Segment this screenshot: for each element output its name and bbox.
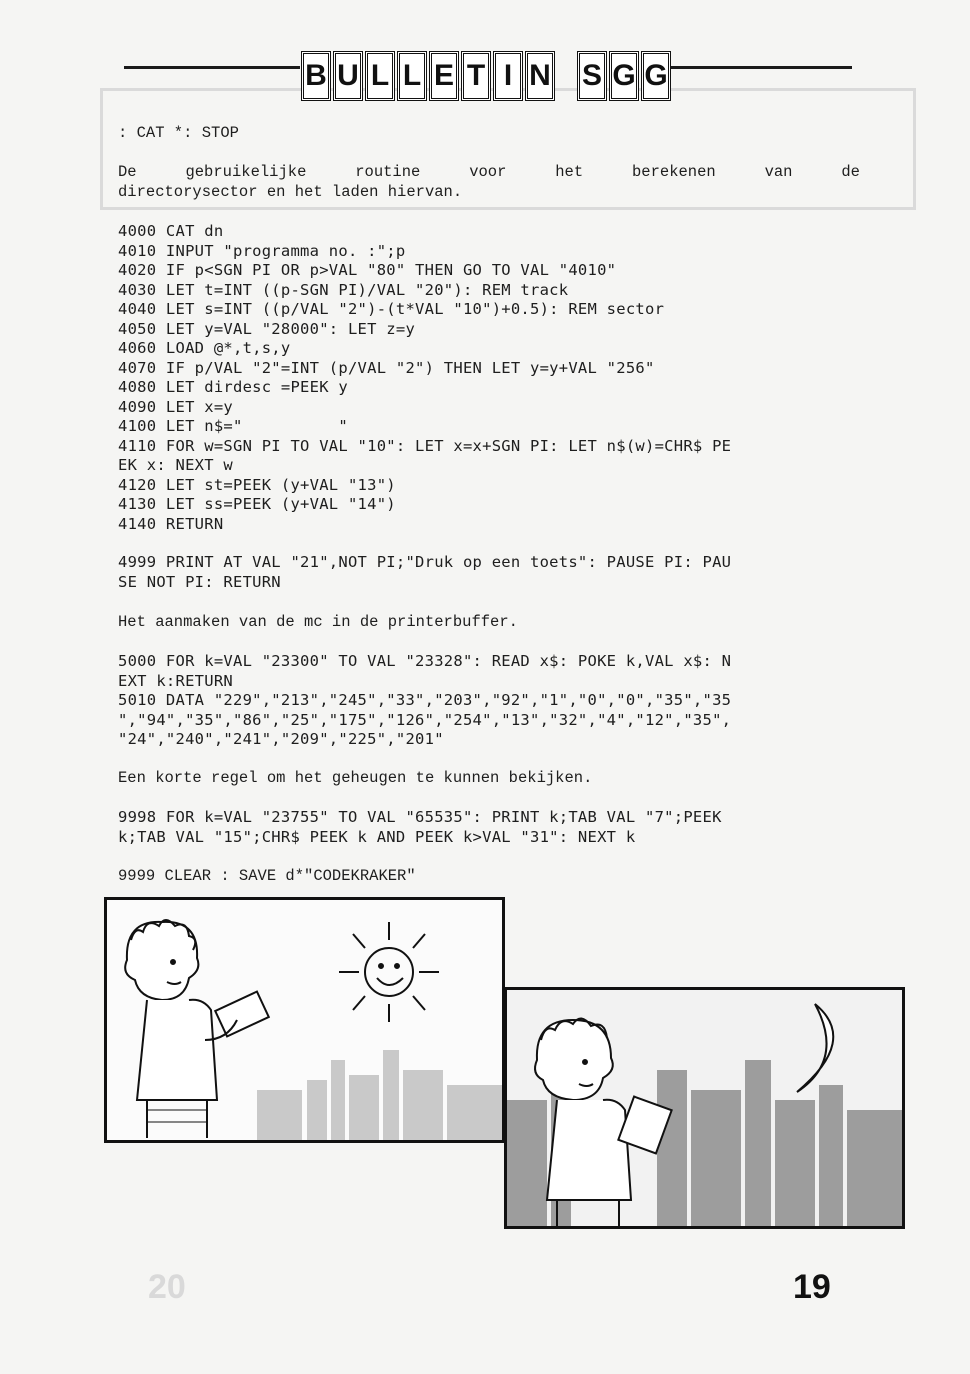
logo-letter: S (577, 51, 607, 101)
code-line: 4999 PRINT AT VAL "21",NOT PI;"Druk op een toets": PAUSE PI: PAU (118, 553, 732, 571)
code-block-directory (118, 222, 731, 534)
code-line: "24","240","241","209","225","201" (118, 730, 444, 748)
code-line: 5000 FOR k=VAL "23300" TO VAL "23328": READ x$: POKE k,VAL x$: N (118, 652, 732, 670)
code-line: 9998 FOR k=VAL "23755" TO VAL "65535": PRINT k;TAB VAL "7";PEEK (118, 808, 722, 826)
cartoon-night-illustration (507, 990, 902, 1226)
code-line: EK x: NEXT w (118, 456, 233, 474)
code-line: 4020 IF p<SGN PI OR p>VAL "80" THEN GO TO VAL "4010" (118, 261, 617, 279)
logo-letter: T (461, 51, 491, 101)
printer-buffer-heading: Het aanmaken van de mc in de printerbuffer. (118, 613, 518, 631)
code-line: 4080 LET dirdesc =PEEK y (118, 378, 348, 396)
logo-letter: L (397, 51, 427, 101)
code-line: 4060 LOAD @*,t,s,y (118, 339, 291, 357)
intro-word: de (841, 163, 860, 181)
page-number: 19 (793, 1268, 831, 1306)
logo-letter: B (301, 51, 331, 101)
logo-letter: G (609, 51, 639, 101)
intro-line-1 (118, 163, 860, 181)
logo-letter: L (365, 51, 395, 101)
code-line: 5010 DATA "229","213","245","33","203","92","1","0","0","35","35 (118, 691, 732, 709)
code-line: 4040 LET s=INT ((p/VAL "2")-(t*VAL "10")+0.5): REM sector (118, 300, 665, 318)
code-line: 4030 LET t=INT ((p-SGN PI)/VAL "20"): REM track (118, 280, 569, 299)
show-through-page-number: 20 (148, 1268, 186, 1306)
code-line: SE NOT PI: RETURN (118, 572, 281, 591)
code-line: 4110 FOR w=SGN PI TO VAL "10": LET x=x+SGN PI: LET n$(w)=CHR$ PE (118, 436, 732, 455)
code-line: 4050 LET y=VAL "28000": LET z=y (118, 319, 416, 338)
code-line: 4010 INPUT "programma no. :";p (118, 241, 406, 260)
code-line: 4120 LET st=PEEK (y+VAL "13") (118, 475, 396, 494)
intro-word: van (764, 163, 793, 181)
sun-icon (339, 922, 439, 1022)
save-line: 9999 CLEAR : SAVE d*"CODEKRAKER" (118, 867, 416, 885)
cartoon-panel-day (104, 897, 505, 1143)
logo-letter: N (525, 51, 555, 101)
intro-word: routine (355, 163, 421, 181)
logo-letter: I (493, 51, 523, 101)
code-line: 4140 RETURN (118, 514, 224, 533)
code-line: 4000 CAT dn (118, 222, 224, 240)
header-rule-right (652, 66, 852, 69)
intro-line-2: directorysector en het laden hiervan. (118, 183, 463, 201)
intro-word: voor (469, 163, 507, 181)
cartoon-day-illustration (107, 900, 502, 1140)
code-block-pause (118, 553, 731, 592)
intro-word: het (555, 163, 584, 181)
code-block-machine-code (118, 652, 731, 750)
code-line: 4130 LET ss=PEEK (y+VAL "14") (118, 495, 396, 513)
code-block-memory-viewer (118, 808, 722, 847)
memory-heading: Een korte regel om het geheugen te kunnen bekijken. (118, 769, 593, 787)
logo-letter: E (429, 51, 459, 101)
intro-word: berekenen (632, 163, 716, 181)
code-line: 4090 LET x=y (118, 397, 233, 416)
code-line: EXT k:RETURN (118, 671, 233, 690)
logo-letter: G (641, 51, 671, 101)
code-line: ","94","35","86","25","175","126","254","13","32","4","12","35", (118, 710, 732, 729)
cat-stop-line: : CAT *: STOP (118, 124, 239, 142)
code-line: 4100 LET n$=" " (118, 417, 348, 435)
bulletin-sgg-logo (301, 51, 671, 101)
intro-word: De (118, 163, 137, 181)
code-line: 4070 IF p/VAL "2"=INT (p/VAL "2") THEN LET y=y+VAL "256" (118, 358, 655, 377)
boy-with-calculator-icon (125, 920, 269, 1138)
intro-word: gebruikelijke (185, 163, 307, 181)
code-line: k;TAB VAL "15";CHR$ PEEK k AND PEEK k>VAL "31": NEXT k (118, 827, 636, 846)
header-rule-left (124, 66, 300, 69)
logo-letter: U (333, 51, 363, 101)
city-skyline-icon (257, 1050, 502, 1140)
cartoon-panel-night (504, 987, 905, 1229)
